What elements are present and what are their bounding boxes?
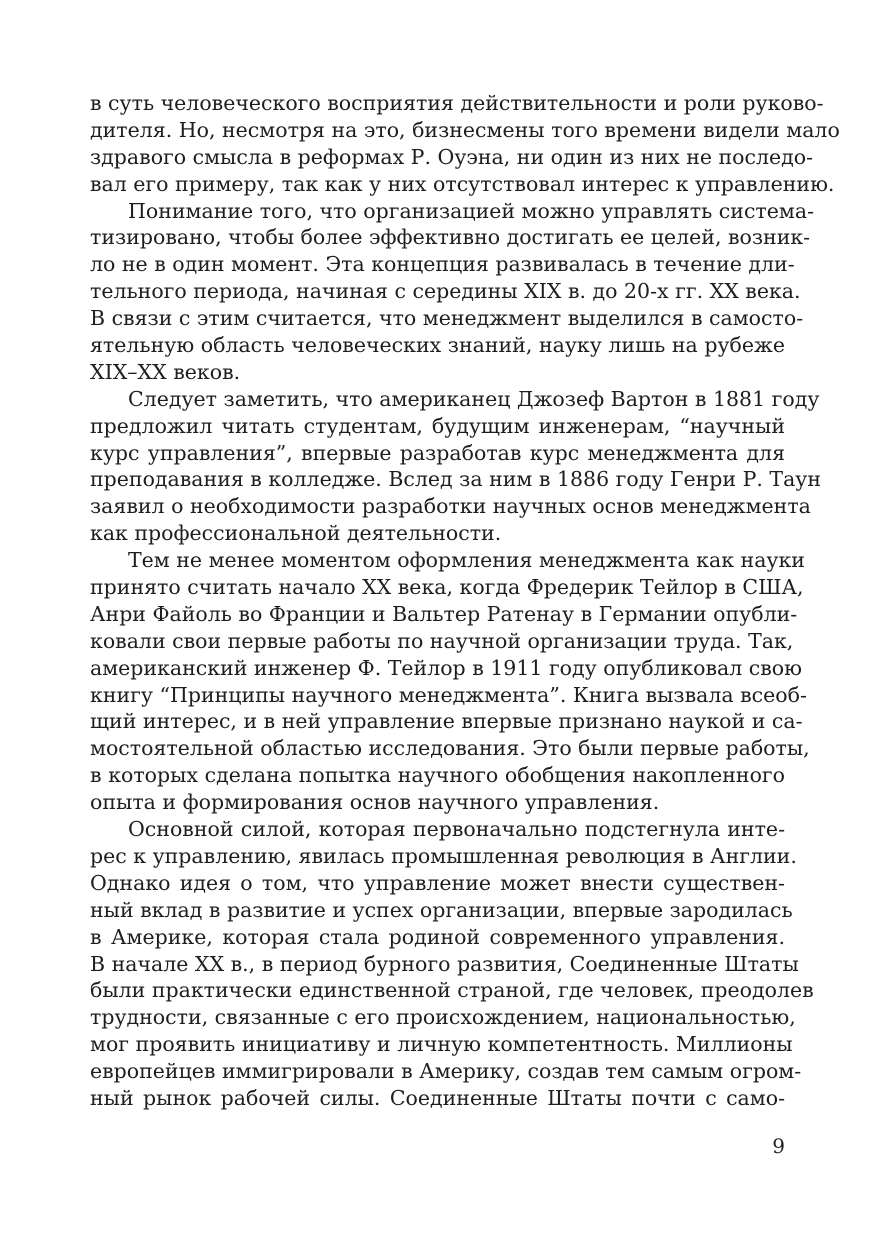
text-line: здравого смысла в реформах Р. Оуэна, ни один из них не последо- (90, 144, 814, 169)
text-line: В связи с этим считается, что менеджмент выделился в самосто- (90, 306, 804, 331)
text-line: Понимание того, что организацией можно управлять система- (128, 198, 814, 223)
text-line: В начале XX в., в период бурного развития, Соединенные Штаты (90, 951, 799, 976)
text-line: книгу “Принципы научного менеджмента”. Книга вызвала всеоб- (90, 682, 807, 707)
text-line: Однако идея о том, что управление может внести существен- (90, 870, 785, 895)
page-number: 9 (772, 1134, 785, 1158)
text-line: ковали свои первые работы по научной организации труда. Так, (90, 628, 794, 653)
text-line: в которых сделана попытка научного обобщения накопленного (90, 763, 785, 788)
text-line: Тем не менее моментом оформления менеджмента как науки (128, 548, 805, 573)
text-line: европейцев иммигрировали в Америку, создав тем самым огром- (90, 1059, 802, 1084)
text-line: американский инженер Ф. Тейлор в 1911 году опубликовал свою (90, 655, 802, 680)
text-line: дителя. Но, несмотря на это, бизнесмены того времени видели мало (90, 117, 840, 142)
text-line: Следует заметить, что американец Джозеф Вартон в 1881 году (128, 386, 820, 411)
text-line: Основной силой, которая первоначально подстегнула инте- (128, 817, 785, 842)
text-line: мог проявить инициативу и личную компетентность. Миллионы (90, 1032, 793, 1057)
text-line: преподавания в колледже. Вслед за ним в 1886 году Генри Р. Таун (90, 467, 822, 492)
text-line: были практически единственной страной, где человек, преодолев (90, 978, 814, 1003)
text-line: трудности, связанные с его происхождением, национальностью, (90, 1005, 796, 1030)
paragraph-2 (90, 198, 814, 386)
text-line: щий интерес, и в ней управление впервые признано наукой и са- (90, 709, 803, 734)
paragraph-3 (90, 386, 822, 547)
text-line: заявил о необходимости разработки научных основ менеджмента (90, 494, 811, 519)
text-line: ный вклад в развитие и успех организации, впервые зародилась (90, 897, 793, 922)
paragraph-4 (90, 547, 810, 816)
body-text (90, 90, 840, 1112)
text-line: в суть человеческого восприятия действительности и роли руково- (90, 91, 824, 115)
text-line: курс управления”, впервые разработав курс менеджмента для (90, 440, 785, 465)
text-line: ятельную область человеческих знаний, науку лишь на рубеже (90, 333, 785, 358)
text-line: принято считать начало XX века, когда Фредерик Тейлор в США, (90, 575, 804, 600)
text-line: XIX–XX веков. (90, 359, 241, 384)
text-line: вал его примеру, так как у них отсутствовал интерес к управлению. (90, 171, 835, 196)
text-line: как профессиональной деятельности. (90, 521, 502, 546)
text-line: рес к управлению, явилась промышленная революция в Англии. (90, 843, 797, 868)
text-line: мостоятельной областью исследования. Это были первые работы, (90, 736, 810, 761)
text-line: ный рынок рабочей силы. Соединенные Штаты почти с само- (90, 1085, 785, 1110)
text-line: ло не в один момент. Эта концепция развивалась в течение дли- (90, 252, 795, 277)
text-line: в Америке, которая стала родиной современного управления. (90, 924, 785, 949)
text-line: опыта и формирования основ научного управления. (90, 790, 660, 815)
paragraph-1 (90, 90, 840, 198)
text-line: предложил читать студентам, будущим инженерам, “научный (90, 413, 785, 438)
text-line: тизировано, чтобы более эффективно достигать ее целей, возник- (90, 225, 811, 250)
text-line: Анри Файоль во Франции и Вальтер Ратенау в Германии опубли- (90, 601, 798, 626)
text-line: тельного периода, начиная с середины XIX в. до 20-х гг. XX века. (90, 279, 801, 304)
paragraph-5 (90, 816, 814, 1112)
